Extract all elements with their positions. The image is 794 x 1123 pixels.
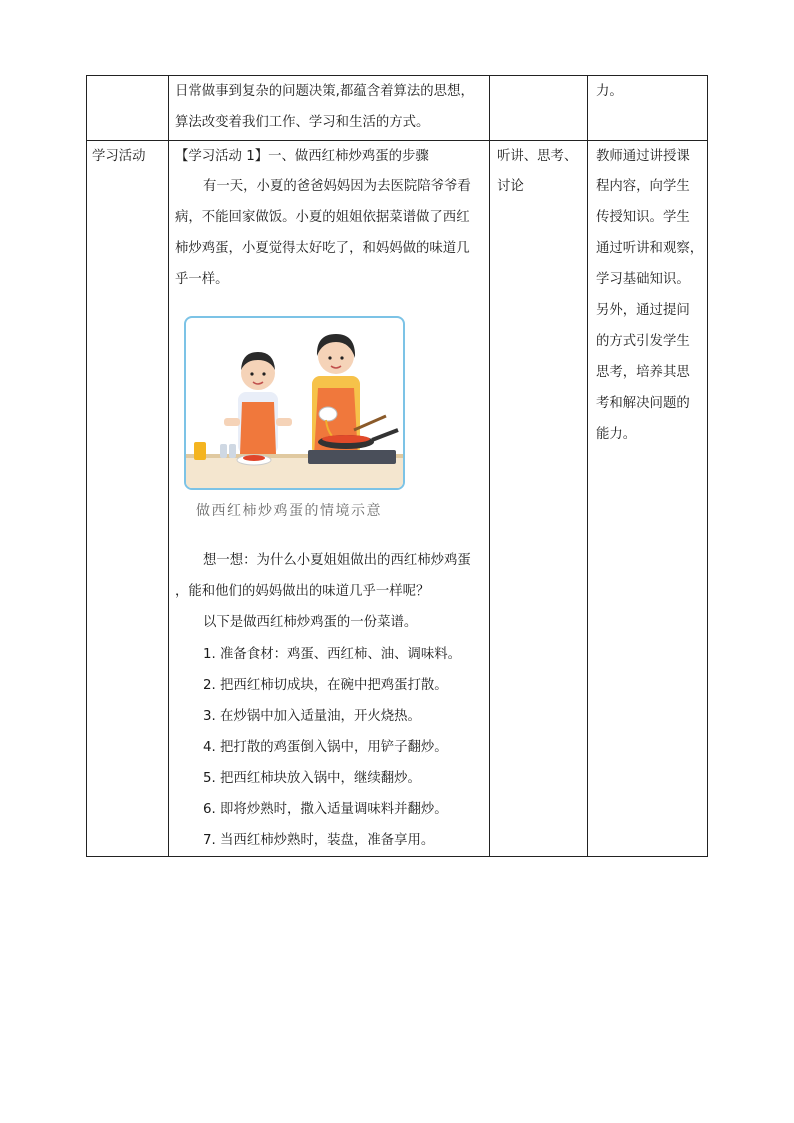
teacher-line-5: 学习基础知识。 xyxy=(596,272,690,287)
cooking-illustration xyxy=(184,316,405,490)
image-caption: 做西红柿炒鸡蛋的情境示意 xyxy=(196,503,382,519)
col-border-1 xyxy=(168,75,169,857)
boy-figure xyxy=(224,352,292,454)
row1-content-line-1: 日常做事到复杂的问题决策,都蕴含着算法的思想， xyxy=(175,84,474,99)
student-activity-line-2: 讨论 xyxy=(497,179,524,194)
teacher-line-6: 另外，通过提问 xyxy=(596,303,690,318)
recipe-intro: 以下是做西红柿炒鸡蛋的一份菜谱。 xyxy=(203,615,418,630)
col-border-2 xyxy=(489,75,490,857)
student-activity-line-1: 听讲、思考、 xyxy=(497,149,578,164)
row1-content-line-2: 算法改变着我们工作、学习和生活的方式。 xyxy=(175,115,430,130)
row1-teacher-text: 力。 xyxy=(596,84,623,99)
story-line-4: 乎一样。 xyxy=(175,272,229,287)
teacher-line-10: 能力。 xyxy=(596,427,637,442)
teacher-line-2: 程内容，向学生 xyxy=(596,179,690,194)
table-bottom-border xyxy=(86,856,708,857)
think-line-1: 想一想：为什么小夏姐姐做出的西红柿炒鸡蛋 xyxy=(203,553,471,568)
col-border-left xyxy=(86,75,87,857)
activity-heading: 【学习活动 1】一、做西红柿炒鸡蛋的步骤 xyxy=(175,149,429,164)
col-border-right xyxy=(707,75,708,857)
story-line-3: 柿炒鸡蛋，小夏觉得太好吃了，和妈妈做的味道几 xyxy=(175,241,470,256)
recipe-step-3: 3. 在炒锅中加入适量油，开火烧热。 xyxy=(203,709,421,724)
teacher-line-3: 传授知识。学生 xyxy=(596,210,690,225)
phase-label: 学习活动 xyxy=(92,149,146,164)
recipe-step-7: 7. 当西红柿炒熟时，装盘，准备享用。 xyxy=(203,833,435,848)
teacher-line-8: 思考，培养其思 xyxy=(596,365,690,380)
teacher-line-7: 的方式引发学生 xyxy=(596,334,690,349)
recipe-step-6: 6. 即将炒熟时，撒入适量调味料并翻炒。 xyxy=(203,802,448,817)
col-border-3 xyxy=(587,75,588,857)
cooking-scene-image xyxy=(186,318,403,488)
story-line-2: 病，不能回家做饭。小夏的姐姐依据菜谱做了西红 xyxy=(175,210,470,225)
teacher-line-4: 通过听讲和观察， xyxy=(596,241,704,256)
recipe-step-1: 1. 准备食材：鸡蛋、西红柿、油、调味料。 xyxy=(203,647,462,662)
recipe-step-4: 4. 把打散的鸡蛋倒入锅中，用铲子翻炒。 xyxy=(203,740,448,755)
think-line-2: ，能和他们的妈妈做出的味道几乎一样呢？ xyxy=(175,584,430,599)
recipe-step-5: 5. 把西红柿块放入锅中，继续翻炒。 xyxy=(203,771,421,786)
teacher-line-1: 教师通过讲授课 xyxy=(596,149,690,164)
story-line-1: 有一天，小夏的爸爸妈妈因为去医院陪爷爷看 xyxy=(203,179,471,194)
recipe-step-2: 2. 把西红柿切成块，在碗中把鸡蛋打散。 xyxy=(203,678,448,693)
teacher-line-9: 考和解决问题的 xyxy=(596,396,690,411)
